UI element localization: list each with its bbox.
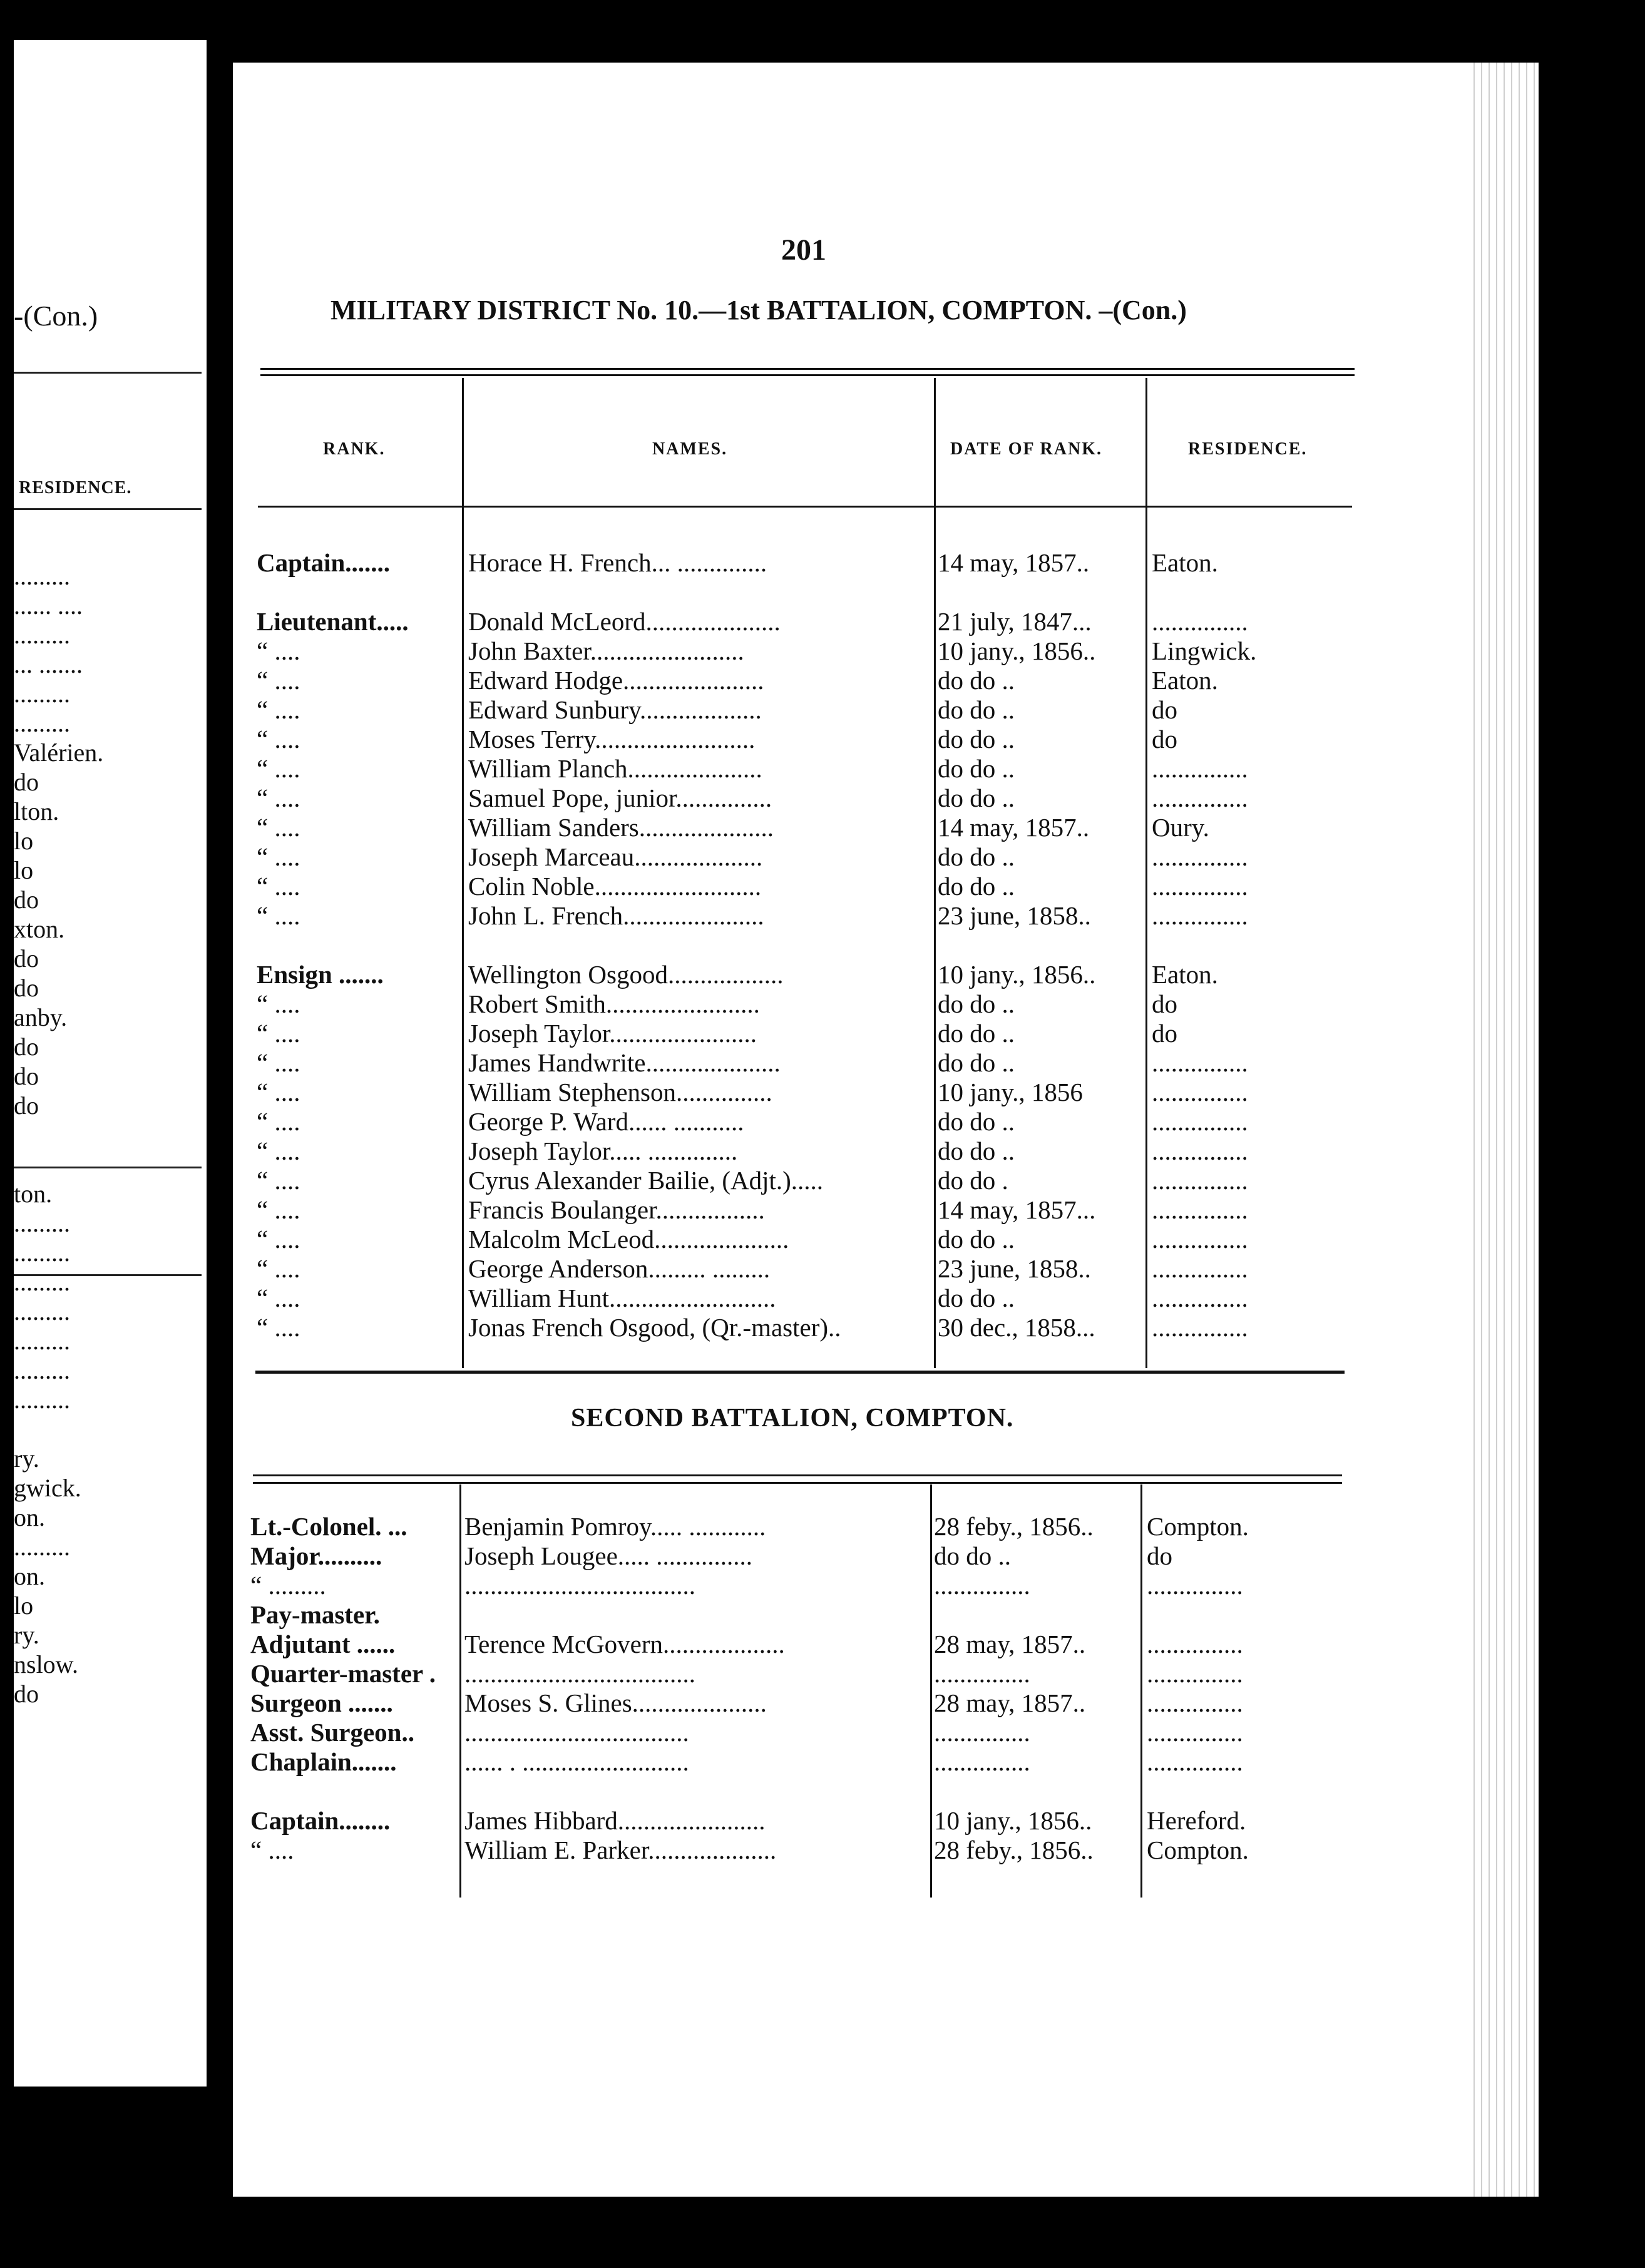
row-residence: ...............	[1152, 1254, 1248, 1283]
left-residence-entry: do	[14, 944, 39, 973]
row-rank: “ ....	[257, 901, 300, 930]
row-date: 10 jany., 1856	[938, 1078, 1083, 1106]
column-divider	[462, 378, 464, 1368]
left-rule	[14, 1167, 202, 1168]
row-date: 28 may, 1857..	[934, 1630, 1086, 1658]
row-residence: ...............	[1152, 1166, 1248, 1195]
row-rank: “ ....	[257, 1254, 300, 1283]
left-rule	[14, 508, 202, 510]
left-residence-entry: ry.	[14, 1444, 39, 1473]
row-date: 23 june, 1858..	[938, 1254, 1091, 1283]
row-name: ...................................	[464, 1718, 689, 1747]
row-rank: “ ....	[250, 1836, 294, 1864]
left-residence-entry: lton.	[14, 797, 59, 825]
left-residence-entry: do	[14, 1033, 39, 1061]
section-rule	[255, 1371, 1345, 1374]
row-residence: Hereford.	[1147, 1806, 1246, 1835]
row-date: do do ..	[938, 1284, 1015, 1312]
left-residence-entry: .........	[14, 1209, 70, 1237]
row-rank: Major..........	[250, 1541, 382, 1570]
row-date: 10 jany., 1856..	[934, 1806, 1092, 1835]
row-residence: ...............	[1147, 1571, 1243, 1600]
row-name: Samuel Pope, junior...............	[468, 784, 772, 812]
column-divider	[934, 378, 936, 1368]
left-residence-entry: .........	[14, 709, 70, 737]
row-rank: Lt.-Colonel. ...	[250, 1512, 407, 1541]
row-date: 28 feby., 1856..	[934, 1836, 1094, 1864]
row-name: Joseph Taylor.......................	[468, 1019, 757, 1048]
left-residence-entry: on.	[14, 1562, 45, 1590]
col-header-rank: RANK.	[323, 439, 386, 459]
left-residence-entry: .........	[14, 1386, 70, 1414]
row-name: Edward Hodge......................	[468, 666, 764, 695]
row-residence: ...............	[1152, 1225, 1248, 1254]
row-residence: Lingwick.	[1152, 636, 1257, 665]
row-name: William Hunt..........................	[468, 1284, 776, 1312]
row-name: Cyrus Alexander Bailie, (Adjt.).....	[468, 1166, 824, 1195]
row-name: Moses Terry.........................	[468, 725, 756, 753]
row-date: ...............	[934, 1659, 1030, 1688]
row-residence: Compton.	[1147, 1836, 1249, 1864]
left-residence-entry: Valérien.	[14, 738, 104, 767]
row-name: Edward Sunbury...................	[468, 695, 762, 724]
left-residence-entry: .........	[14, 621, 70, 649]
row-date: 10 jany., 1856..	[938, 636, 1096, 665]
row-name: Joseph Taylor..... ..............	[468, 1137, 738, 1165]
left-residence-entry: lo	[14, 856, 34, 884]
row-name: George P. Ward...... ...........	[468, 1107, 744, 1136]
row-rank: Captain.......	[257, 548, 391, 577]
row-date: ...............	[934, 1571, 1030, 1600]
row-name: William Sanders.....................	[468, 813, 774, 842]
left-residence-entry: do	[14, 974, 39, 1002]
row-name: ....................................	[464, 1659, 695, 1688]
second-battalion-title: SECOND BATTALION, COMPTON.	[571, 1404, 1014, 1433]
page	[233, 63, 1505, 2197]
row-residence: Eaton.	[1152, 548, 1218, 577]
row-rank: “ ....	[257, 1284, 300, 1312]
row-residence: do	[1152, 695, 1177, 724]
page-number: 201	[781, 233, 826, 267]
row-date: 23 june, 1858..	[938, 901, 1091, 930]
column-divider	[1145, 378, 1147, 1368]
header-rule-bottom	[258, 506, 1352, 508]
col-header-residence: RESIDENCE.	[1188, 439, 1308, 459]
row-date: do do ..	[938, 1107, 1015, 1136]
row-rank: “ ....	[257, 989, 300, 1018]
row-date: do do ..	[938, 754, 1015, 783]
row-rank: “ ....	[257, 1195, 300, 1224]
row-name: Horace H. French... ..............	[468, 548, 767, 577]
row-rank: “ ....	[257, 1225, 300, 1254]
row-residence: ...............	[1147, 1718, 1243, 1747]
row-residence: ...............	[1152, 1284, 1248, 1312]
section-rule	[253, 1474, 1342, 1476]
row-name: Joseph Lougee..... ...............	[464, 1541, 753, 1570]
row-residence: ...............	[1152, 784, 1248, 812]
left-residence-entry: ... .......	[14, 650, 83, 678]
row-date: do do .	[938, 1166, 1008, 1195]
left-residence-header: RESIDENCE.	[19, 478, 132, 498]
row-name: William Stephenson...............	[468, 1078, 772, 1106]
row-name: Colin Noble..........................	[468, 872, 762, 901]
row-residence: Eaton.	[1152, 960, 1218, 989]
row-date: do do ..	[938, 725, 1015, 753]
row-residence: ...............	[1152, 1048, 1248, 1077]
row-residence: ...............	[1152, 1078, 1248, 1106]
left-residence-entry: .........	[14, 1268, 70, 1296]
row-residence: ...............	[1147, 1688, 1243, 1717]
page-edge	[1470, 63, 1539, 2197]
row-residence: ...............	[1152, 842, 1248, 871]
row-name: John Baxter........................	[468, 636, 744, 665]
row-rank: “ ....	[257, 784, 300, 812]
row-residence: ...............	[1152, 1107, 1248, 1136]
row-date: do do ..	[938, 989, 1015, 1018]
row-date: 10 jany., 1856..	[938, 960, 1096, 989]
row-rank: “ ....	[257, 725, 300, 753]
row-name: Donald McLeord.....................	[468, 607, 781, 636]
row-residence: ...............	[1152, 607, 1248, 636]
row-date: do do ..	[938, 872, 1015, 901]
row-name: Moses S. Glines.....................	[464, 1688, 767, 1717]
row-rank: “ ....	[257, 1078, 300, 1106]
row-name: William E. Parker....................	[464, 1836, 777, 1864]
left-residence-entry: do	[14, 1680, 39, 1708]
header-rule-top	[260, 368, 1355, 370]
row-name: Wellington Osgood..................	[468, 960, 784, 989]
row-date: 14 may, 1857..	[938, 548, 1090, 577]
row-date: do do ..	[938, 1137, 1015, 1165]
left-residence-entry: .........	[14, 1356, 70, 1384]
row-residence: ...............	[1147, 1630, 1243, 1658]
row-rank: “ ....	[257, 1107, 300, 1136]
row-rank: Surgeon .......	[250, 1688, 393, 1717]
row-rank: “ ....	[257, 754, 300, 783]
row-date: do do ..	[938, 666, 1015, 695]
row-date: ...............	[934, 1747, 1030, 1776]
row-residence: do	[1152, 725, 1177, 753]
row-residence: ...............	[1152, 1313, 1248, 1342]
left-residence-entry: .........	[14, 680, 70, 708]
left-residence-entry: ry.	[14, 1621, 39, 1649]
row-name: Robert Smith........................	[468, 989, 760, 1018]
row-rank: “ ....	[257, 1137, 300, 1165]
row-date: 30 dec., 1858...	[938, 1313, 1095, 1342]
row-rank: “ ....	[257, 813, 300, 842]
row-rank: “ .........	[250, 1571, 326, 1600]
row-name: Francis Boulanger.................	[468, 1195, 765, 1224]
left-residence-entry: .........	[14, 1327, 70, 1355]
column-divider	[1140, 1484, 1142, 1898]
row-date: 14 may, 1857...	[938, 1195, 1096, 1224]
row-date: 28 may, 1857..	[934, 1688, 1086, 1717]
left-page-fragment	[14, 40, 207, 2087]
row-residence: Eaton.	[1152, 666, 1218, 695]
row-rank: “ ....	[257, 695, 300, 724]
col-header-date: DATE OF RANK.	[950, 439, 1102, 459]
row-residence: Oury.	[1152, 813, 1209, 842]
left-residence-entry: lo	[14, 1591, 34, 1620]
row-rank: “ ....	[257, 636, 300, 665]
row-date: 28 feby., 1856..	[934, 1512, 1094, 1541]
left-residence-entry: do	[14, 768, 39, 796]
row-date: 21 july, 1847...	[938, 607, 1092, 636]
left-residence-entry: do	[14, 1062, 39, 1090]
row-rank: Captain........	[250, 1806, 391, 1835]
left-residence-entry: .........	[14, 1533, 70, 1561]
left-residence-entry: on.	[14, 1503, 45, 1531]
row-name: ...... . ..........................	[464, 1747, 689, 1776]
left-residence-entry: lo	[14, 827, 34, 855]
row-date: do do ..	[938, 842, 1015, 871]
left-residence-entry: ...... ....	[14, 591, 83, 620]
row-residence: do	[1152, 1019, 1177, 1048]
left-residence-entry: xton.	[14, 915, 65, 943]
row-rank: “ ....	[257, 666, 300, 695]
header-rule-top	[260, 374, 1355, 376]
left-residence-entry: .........	[14, 562, 70, 590]
row-date: 14 may, 1857..	[938, 813, 1090, 842]
row-name: William Planch.....................	[468, 754, 762, 783]
row-residence: ...............	[1152, 1137, 1248, 1165]
row-rank: Ensign .......	[257, 960, 384, 989]
page-title: MILITARY DISTRICT No. 10.—1st BATTALION, COMPTON. –(Con.)	[331, 295, 1187, 325]
row-date: do do ..	[938, 1225, 1015, 1254]
row-rank: “ ....	[257, 1019, 300, 1048]
row-name: George Anderson......... .........	[468, 1254, 771, 1283]
left-residence-entry: gwick.	[14, 1474, 81, 1502]
row-residence: Compton.	[1147, 1512, 1249, 1541]
row-rank: Adjutant ......	[250, 1630, 396, 1658]
row-name: Joseph Marceau....................	[468, 842, 763, 871]
row-residence: ...............	[1152, 901, 1248, 930]
row-name: James Hibbard.......................	[464, 1806, 766, 1835]
row-residence: do	[1147, 1541, 1172, 1570]
left-rule	[14, 372, 202, 374]
col-header-names: NAMES.	[652, 439, 728, 459]
column-divider	[459, 1484, 461, 1898]
row-date: ...............	[934, 1718, 1030, 1747]
row-rank: “ ....	[257, 1166, 300, 1195]
left-continuation-label: -(Con.)	[14, 300, 98, 332]
left-residence-entry: .........	[14, 1297, 70, 1326]
row-date: do do ..	[934, 1541, 1011, 1570]
row-name: Malcolm McLeod.....................	[468, 1225, 789, 1254]
left-residence-entry: do	[14, 886, 39, 914]
row-date: do do ..	[938, 1048, 1015, 1077]
row-name: ....................................	[464, 1571, 695, 1600]
column-divider	[930, 1484, 932, 1898]
row-name: John L. French......................	[468, 901, 764, 930]
row-rank: Quarter-master .	[250, 1659, 436, 1688]
row-name: Benjamin Pomroy..... ............	[464, 1512, 766, 1541]
row-rank: “ ....	[257, 1313, 300, 1342]
row-date: do do ..	[938, 695, 1015, 724]
row-date: do do ..	[938, 784, 1015, 812]
row-rank: “ ....	[257, 842, 300, 871]
row-rank: Lieutenant.....	[257, 607, 409, 636]
row-residence: ...............	[1147, 1659, 1243, 1688]
row-rank: “ ....	[257, 872, 300, 901]
row-residence: ...............	[1152, 872, 1248, 901]
row-rank: Asst. Surgeon..	[250, 1718, 414, 1747]
row-rank: Pay-master.	[250, 1600, 380, 1629]
row-residence: ...............	[1152, 754, 1248, 783]
row-name: Jonas French Osgood, (Qr.-master)..	[468, 1313, 841, 1342]
left-residence-entry: do	[14, 1091, 39, 1120]
left-residence-entry: nslow.	[14, 1650, 78, 1678]
row-residence: ...............	[1152, 1195, 1248, 1224]
row-name: James Handwrite.....................	[468, 1048, 781, 1077]
row-residence: ...............	[1147, 1747, 1243, 1776]
left-residence-entry: anby.	[14, 1003, 68, 1031]
row-residence: do	[1152, 989, 1177, 1018]
left-rule	[14, 1274, 202, 1276]
left-residence-entry: .........	[14, 1239, 70, 1267]
section-rule	[253, 1482, 1342, 1484]
row-rank: “ ....	[257, 1048, 300, 1077]
left-residence-entry: ton.	[14, 1180, 53, 1208]
row-name: Terence McGovern...................	[464, 1630, 785, 1658]
row-rank: Chaplain.......	[250, 1747, 397, 1776]
row-date: do do ..	[938, 1019, 1015, 1048]
